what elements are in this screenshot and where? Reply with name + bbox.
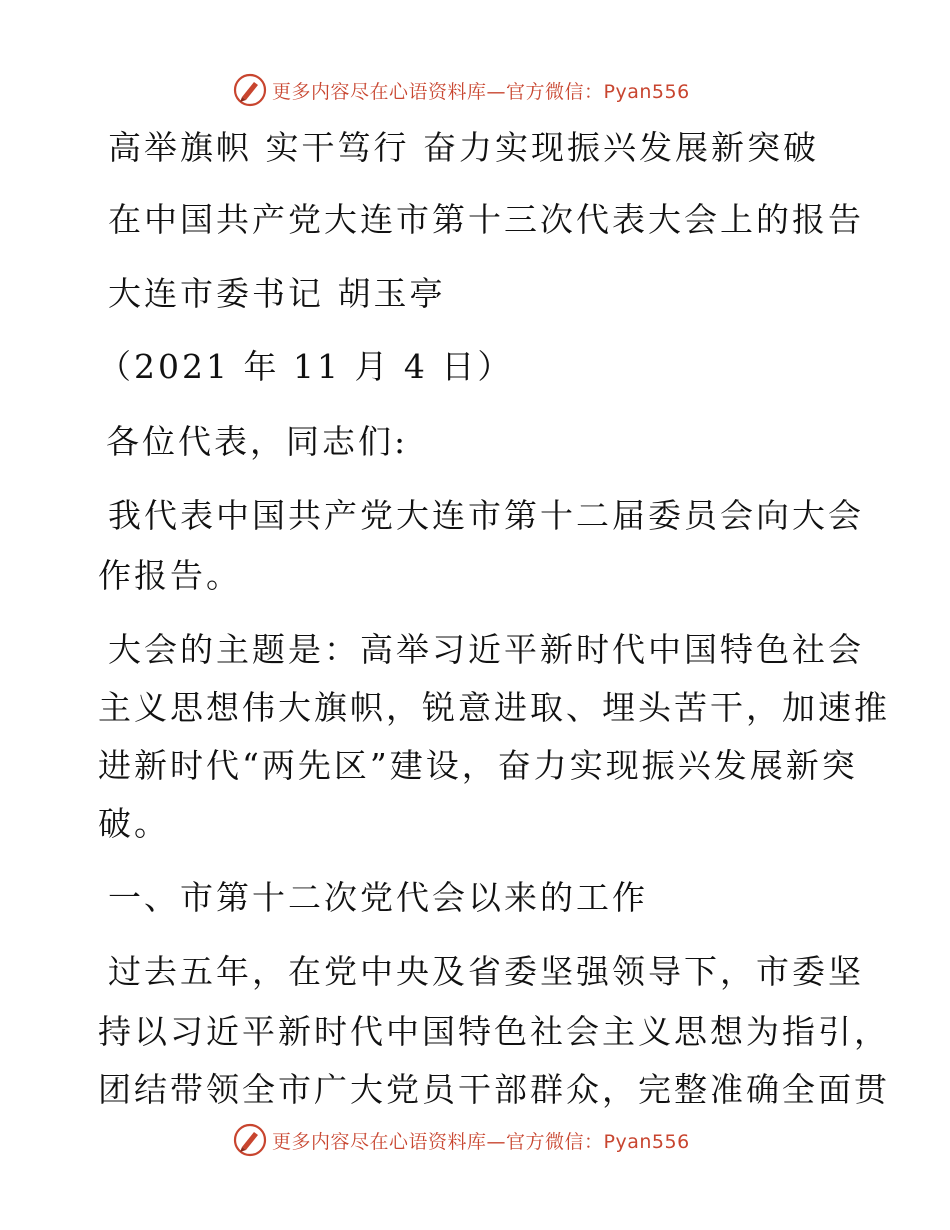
document-title: 高举旗帜 实干笃行 奋力实现振兴发展新突破 (108, 128, 819, 167)
section-heading: 一、市第十二次党代会以来的工作 (108, 878, 648, 917)
paragraph-line: 过去五年，在党中央及省委坚强领导下，市委坚 (108, 952, 864, 991)
greeting: 各位代表，同志们: (106, 422, 409, 461)
paragraph-line: 持以习近平新时代中国特色社会主义思想为指引， (98, 1012, 890, 1051)
document-date: （2021 年 11 月 4 日） (98, 347, 514, 386)
watermark-header (232, 72, 690, 108)
paragraph-line: 我代表中国共产党大连市第十二届委员会向大会 (108, 496, 864, 535)
watermark-footer (232, 1122, 690, 1158)
document-author: 大连市委书记 胡玉亭 (108, 274, 446, 313)
paragraph-line: 进新时代“两先区”建设，奋力实现振兴发展新突 (98, 746, 858, 785)
watermark-text: 更多内容尽在心语资料库—官方微信：Pyan556 (272, 1130, 690, 1153)
paragraph-line: 破。 (98, 804, 170, 843)
watermark-text: 更多内容尽在心语资料库—官方微信：Pyan556 (272, 80, 690, 103)
paragraph-line: 主义思想伟大旗帜，锐意进取、埋头苦干，加速推 (98, 688, 890, 727)
document-subtitle: 在中国共产党大连市第十三次代表大会上的报告 (108, 200, 864, 239)
paragraph-line: 大会的主题是：高举习近平新时代中国特色社会 (108, 630, 864, 669)
pen-logo-icon (232, 72, 268, 108)
pen-logo-icon (232, 1122, 268, 1158)
paragraph-line: 团结带领全市广大党员干部群众，完整准确全面贯 (98, 1070, 890, 1109)
paragraph-line: 作报告。 (98, 556, 242, 595)
